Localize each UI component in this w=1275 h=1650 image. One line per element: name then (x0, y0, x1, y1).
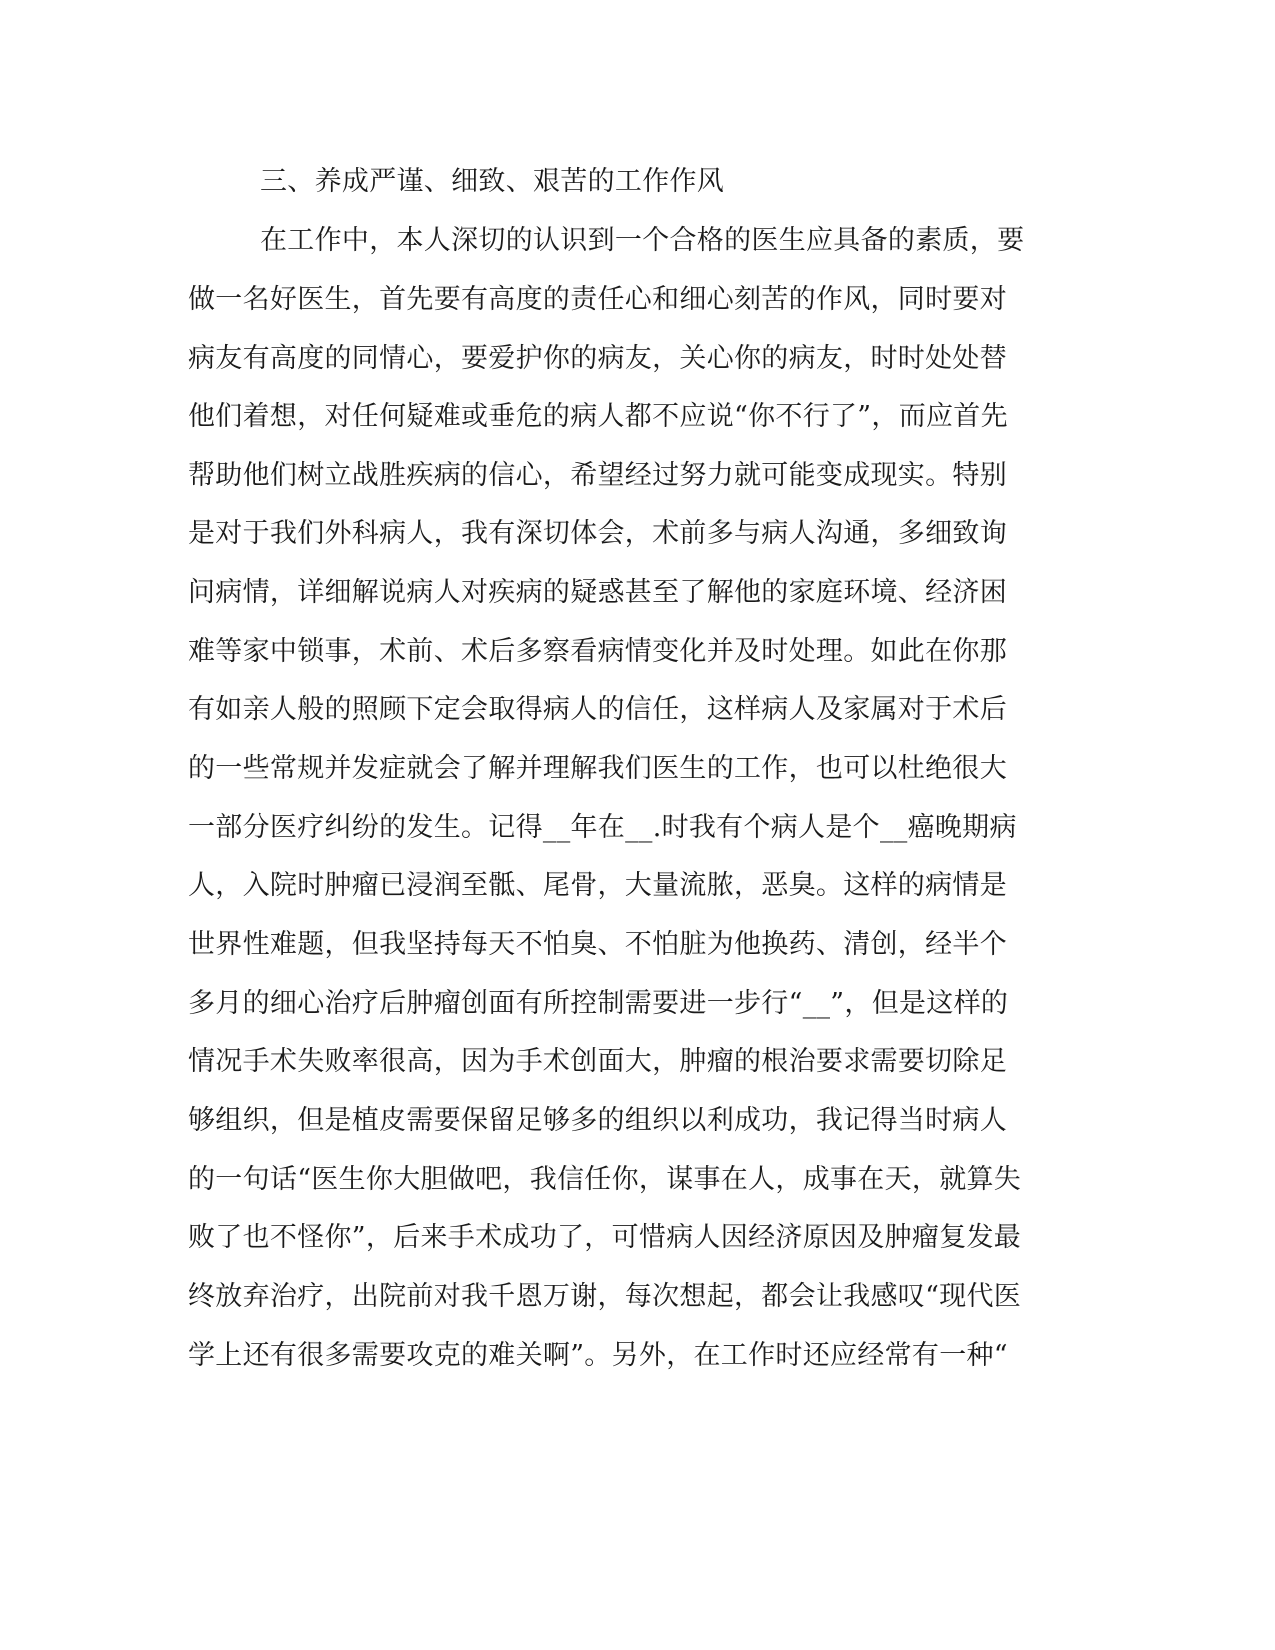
paragraph-line: 的一些常规并发症就会了解并理解我们医生的工作，也可以杜绝很大 (188, 753, 1007, 784)
paragraph-line: 够组织，但是植皮需要保留足够多的组织以利成功，我记得当时病人 (188, 1105, 1007, 1136)
paragraph-line: 终放弃治疗，出院前对我千恩万谢，每次想起，都会让我感叹“现代医 (188, 1281, 1022, 1312)
paragraph-line: 他们着想，对任何疑难或垂危的病人都不应说“你不行了”，而应首先 (188, 401, 1008, 432)
paragraph-line: 病友有高度的同情心，要爱护你的病友，关心你的病友，时时处处替 (188, 343, 1007, 374)
paragraph-line: 做一名好医生，首先要有高度的责任心和细心刻苦的作风，同时要对 (188, 284, 1007, 315)
paragraph-line: 难等家中锁事，术前、术后多察看病情变化并及时处理。如此在你那 (188, 636, 1007, 667)
paragraph-line: 帮助他们树立战胜疾病的信心，希望经过努力就可能变成现实。特别 (188, 460, 1007, 491)
paragraph-line: 的一句话“医生你大胆做吧，我信任你，谋事在人，成事在天，就算失 (188, 1164, 1022, 1195)
paragraph-line: 一部分医疗纠纷的发生。记得__年在__.时我有个病人是个__癌晚期病 (188, 812, 1017, 843)
paragraph-line: 世界性难题，但我坚持每天不怕臭、不怕脏为他换药、清创，经半个 (188, 929, 1007, 960)
paragraph-line: 学上还有很多需要攻克的难关啊”。另外，在工作时还应经常有一种“ (188, 1340, 1008, 1371)
paragraph-line: 问病情，详细解说病人对疾病的疑惑甚至了解他的家庭环境、经济困 (188, 577, 1007, 608)
paragraph-line: 有如亲人般的照顾下定会取得病人的信任，这样病人及家属对于术后 (188, 694, 1007, 725)
section-heading: 三、养成严谨、细致、艰苦的工作作风 (260, 166, 725, 197)
paragraph-line: 多月的细心治疗后肿瘤创面有所控制需要进一步行“__”，但是这样的 (188, 988, 1009, 1019)
paragraph-line: 在工作中，本人深切的认识到一个合格的医生应具备的素质，要 (260, 225, 1025, 256)
paragraph-line: 情况手术失败率很高，因为手术创面大，肿瘤的根治要求需要切除足 (188, 1046, 1007, 1077)
paragraph-line: 败了也不怪你”，后来手术成功了，可惜病人因经济原因及肿瘤复发最 (188, 1222, 1022, 1253)
paragraph-line: 人，入院时肿瘤已浸润至骶、尾骨，大量流脓，恶臭。这样的病情是 (188, 870, 1007, 901)
paragraph-line: 是对于我们外科病人，我有深切体会，术前多与病人沟通，多细致询 (188, 518, 1007, 549)
